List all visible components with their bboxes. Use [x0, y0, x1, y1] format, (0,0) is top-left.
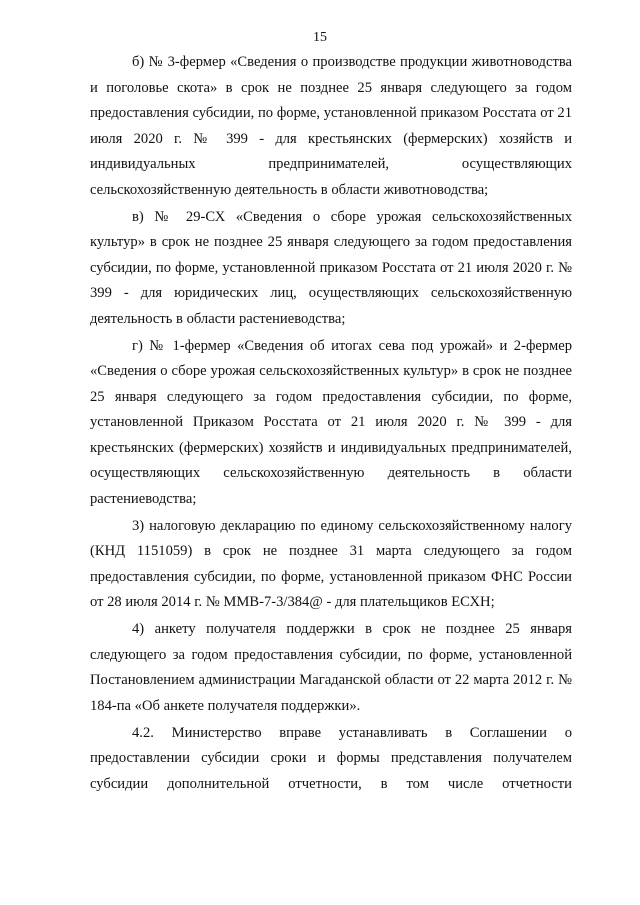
paragraph-item-3: 3) налоговую декларацию по единому сельскохозяйственному налогу (КНД 1151059) в срок не позднее 31 марта следующего за годом предоставления субсидии, по форме, установленной приказом ФНС России от 28 июля 2014 г. № ММВ-7-3/384@ - для плательщиков ЕСХН;	[90, 517, 572, 610]
page-number: 15	[313, 30, 327, 45]
paragraph-section-4-2: 4.2. Министерство вправе устанавливать в Соглашении о предоставлении субсидии сроки и формы представления получателем субсидии дополнительной отчетности, в том числе отчетности	[90, 724, 572, 792]
paragraph-item-v: в) № 29-СХ «Сведения о сборе урожая сельскохозяйственных культур» в срок не позднее 25 января следующего за годом предоставления субсидии, по форме, установленной приказом Росстата от 21 июля 2020 г. № 399 - для юридических лиц, осуществляющих сельскохозяйственную деятельность в области растениеводства;	[90, 208, 572, 327]
paragraph-item-4: 4) анкету получателя поддержки в срок не позднее 25 января следующего за годом предоставления субсидии, по форме, установленной Постановлением администрации Магаданской области от 22 марта 2012 г. № 184-па «Об анкете получателя поддержки».	[90, 621, 572, 714]
paragraph-item-b: б) № 3-фермер «Сведения о производстве продукции животноводства и поголовье скота» в срок не позднее 25 января следующего за годом предоставления субсидии, по форме, установленной приказом Росстата от 21 июля 2020 г. № 399 - для крестьянских (фермерских) хозяйств и индивидуальных предпринимателей, осуществляющих сельскохозяйственную деятельность в области животноводства;	[90, 54, 572, 198]
document-body	[90, 50, 572, 797]
paragraph-item-g: г) № 1-фермер «Сведения об итогах сева под урожай» и 2-фермер «Сведения о сборе урожая сельскохозяйственных культур» в срок не позднее 25 января следующего за годом предоставления субсидии, по форме, установленной Приказом Росстата от 21 июля 2020 г. № 399 - для крестьянских (фермерских) хозяйств и индивидуальных предпринимателей, осуществляющих сельскохозяйственную деятельность в области растениеводства;	[90, 337, 572, 507]
